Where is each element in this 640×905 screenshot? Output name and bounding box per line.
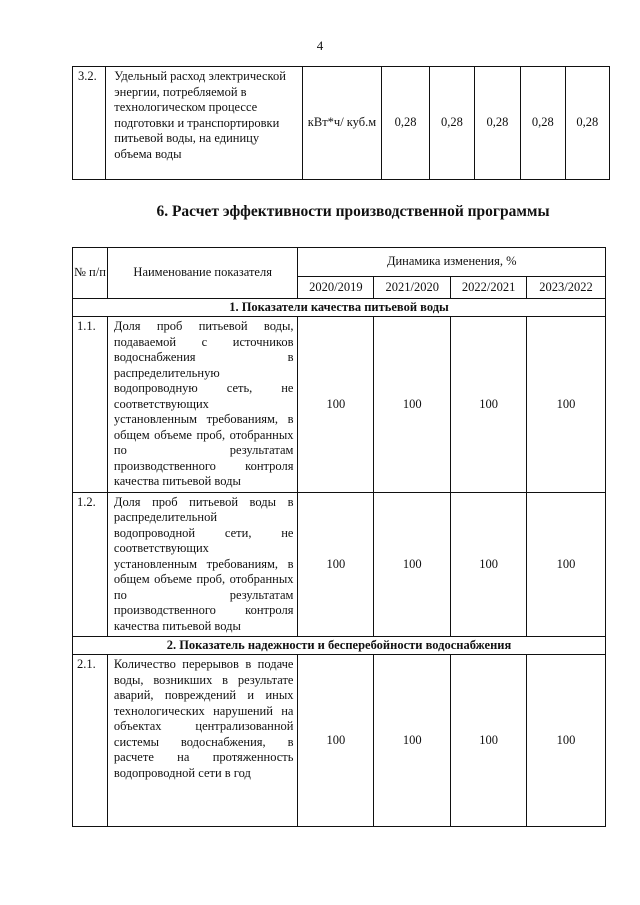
indicator-name: Количество перерывов в подаче воды, возникших в результате аварий, повреждений и иных технологических нарушений на объектах централизованной системы водоснабжения, в расчете на протяженность водопроводной сети в год bbox=[107, 655, 298, 827]
efficiency-table bbox=[72, 247, 606, 827]
section-title: 2. Показатель надежности и бесперебойности водоснабжения bbox=[73, 637, 606, 655]
section-row bbox=[73, 299, 606, 317]
value-cell: 0,28 bbox=[474, 67, 520, 180]
row-number: 3.2. bbox=[73, 67, 106, 180]
row-number: 1.2. bbox=[73, 492, 108, 637]
value-cell: 0,28 bbox=[430, 67, 474, 180]
table-row bbox=[73, 317, 606, 493]
header-num: № п/п bbox=[73, 248, 108, 299]
indicator-name: Удельный расход электрической энергии, потребляемой в технологическом процессе подготовки и транспортировки питьевой воды, на единицу объема воды bbox=[106, 67, 303, 180]
header-row bbox=[73, 248, 606, 277]
value-cell: 0,28 bbox=[381, 67, 429, 180]
value-cell: 100 bbox=[451, 492, 527, 637]
page-number: 4 bbox=[316, 38, 324, 53]
section-row bbox=[73, 637, 606, 655]
header-year: 2022/2021 bbox=[451, 277, 527, 299]
row-number: 1.1. bbox=[73, 317, 108, 493]
row-number: 2.1. bbox=[73, 655, 108, 827]
indicator-name: Доля проб питьевой воды, подаваемой с источников водоснабжения в распределительную водопроводную сеть, не соответствующих установленным требованиям, в общем объеме проб, отобранных по результатам производственного контроля качества питьевой воды bbox=[107, 317, 298, 493]
value-cell: 100 bbox=[527, 492, 606, 637]
value-cell: 100 bbox=[527, 655, 606, 827]
value-cell: 100 bbox=[451, 655, 527, 827]
table-row bbox=[73, 67, 610, 180]
indicator-name: Доля проб питьевой воды в распределительной водопроводной сети, не соответствующих установленным требованиям, в общем объеме проб, отобранных по результатам производственного контроля качества питьевой воды bbox=[107, 492, 298, 637]
value-cell: 100 bbox=[527, 317, 606, 493]
value-cell: 100 bbox=[298, 492, 374, 637]
value-cell: 0,28 bbox=[565, 67, 609, 180]
header-name: Наименование показателя bbox=[107, 248, 298, 299]
header-year: 2023/2022 bbox=[527, 277, 606, 299]
header-year: 2021/2020 bbox=[374, 277, 451, 299]
table-row bbox=[73, 655, 606, 827]
header-dynamics: Динамика изменения, % bbox=[298, 248, 606, 277]
value-cell: 100 bbox=[298, 655, 374, 827]
value-cell: 100 bbox=[374, 317, 451, 493]
section-heading: 6. Расчет эффективности производственной программы bbox=[156, 203, 550, 220]
value-cell: 100 bbox=[374, 492, 451, 637]
top-table bbox=[72, 66, 610, 180]
value-cell: 0,28 bbox=[521, 67, 565, 180]
value-cell: 100 bbox=[451, 317, 527, 493]
table-row bbox=[73, 492, 606, 637]
unit-cell: кВт*ч/ куб.м bbox=[303, 67, 382, 180]
value-cell: 100 bbox=[374, 655, 451, 827]
header-year: 2020/2019 bbox=[298, 277, 374, 299]
section-title: 1. Показатели качества питьевой воды bbox=[73, 299, 606, 317]
value-cell: 100 bbox=[298, 317, 374, 493]
